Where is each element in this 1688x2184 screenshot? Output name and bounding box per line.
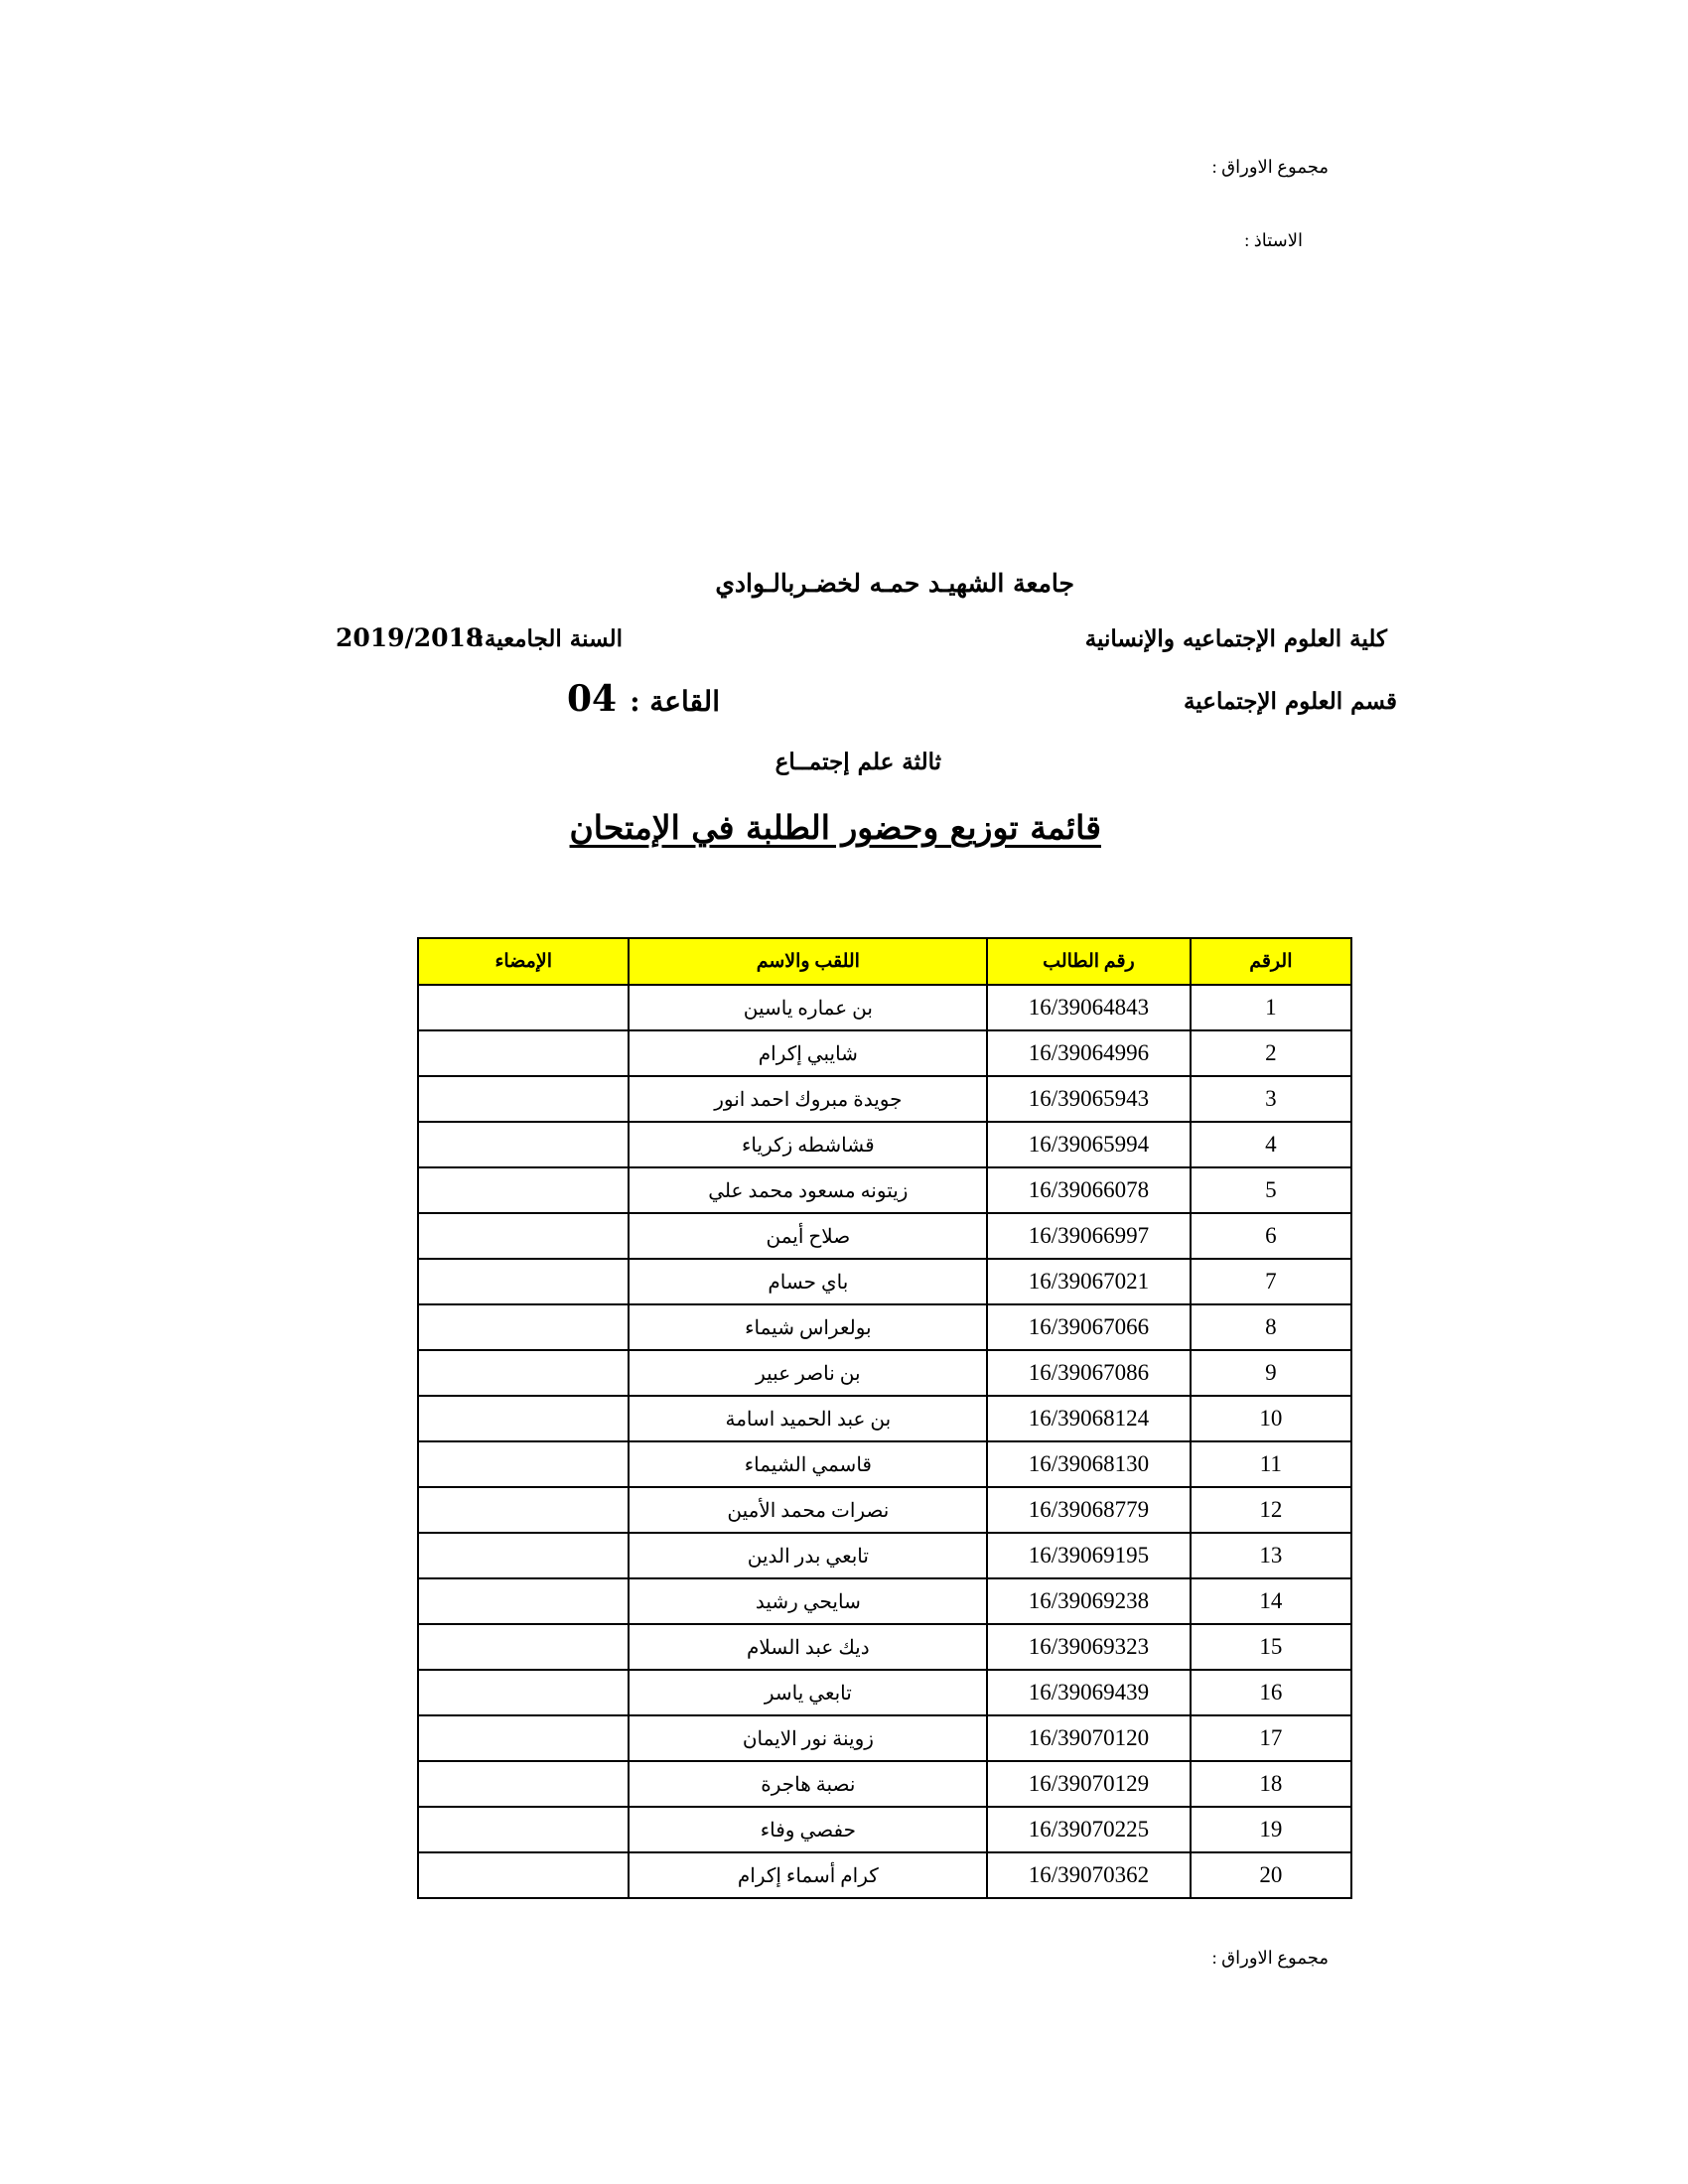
row-student-id: 16/39069238: [987, 1578, 1190, 1624]
university-name: جامعة الشهيـد حمـه لخضـربالـوادي: [715, 569, 1074, 598]
row-signature: [418, 1396, 629, 1441]
row-number: 13: [1191, 1533, 1351, 1578]
row-name: نصبة هاجرة: [629, 1761, 987, 1807]
row-student-id: 16/39065994: [987, 1122, 1190, 1167]
row-student-id: 16/39069439: [987, 1670, 1190, 1715]
row-number: 5: [1191, 1167, 1351, 1213]
row-name: جويدة مبروك احمد انور: [629, 1076, 987, 1122]
table-row: [418, 1167, 1351, 1213]
table-row: [418, 1030, 1351, 1076]
table-row: [418, 1852, 1351, 1898]
row-student-id: 16/39069195: [987, 1533, 1190, 1578]
row-number: 15: [1191, 1624, 1351, 1670]
row-name: حفصي وفاء: [629, 1807, 987, 1852]
row-signature: [418, 1533, 629, 1578]
row-signature: [418, 1076, 629, 1122]
row-signature: [418, 985, 629, 1030]
row-name: زوينة نور الايمان: [629, 1715, 987, 1761]
row-number: 4: [1191, 1122, 1351, 1167]
row-student-id: 16/39067086: [987, 1350, 1190, 1396]
table-row: [418, 1259, 1351, 1304]
row-name: سايحي رشيد: [629, 1578, 987, 1624]
row-name: نصرات محمد الأمين: [629, 1487, 987, 1533]
row-signature: [418, 1213, 629, 1259]
row-student-id: 16/39065943: [987, 1076, 1190, 1122]
table-row: [418, 1213, 1351, 1259]
row-name: تابعي ياسر: [629, 1670, 987, 1715]
row-student-id: 16/39064843: [987, 985, 1190, 1030]
header-name: اللقب والاسم: [629, 938, 987, 985]
sheet-total-bottom-label: مجموع الاوراق :: [1211, 1948, 1329, 1968]
row-signature: [418, 1167, 629, 1213]
table-body: [418, 985, 1351, 1898]
row-signature: [418, 1350, 629, 1396]
row-number: 2: [1191, 1030, 1351, 1076]
header-number: الرقم: [1191, 938, 1351, 985]
row-name: بن عبد الحميد اسامة: [629, 1396, 987, 1441]
row-name: صلاح أيمن: [629, 1213, 987, 1259]
row-name: قشاشطه زكرياء: [629, 1122, 987, 1167]
row-student-id: 16/39066997: [987, 1213, 1190, 1259]
academic-year-value: 2019/2018: [336, 623, 484, 652]
row-student-id: 16/39068124: [987, 1396, 1190, 1441]
row-student-id: 16/39064996: [987, 1030, 1190, 1076]
table-row: [418, 1487, 1351, 1533]
row-name: بن ناصر عبير: [629, 1350, 987, 1396]
row-student-id: 16/39070129: [987, 1761, 1190, 1807]
row-number: 20: [1191, 1852, 1351, 1898]
faculty-name: كلية العلوم الإجتماعيه والإنسانية: [1084, 625, 1387, 652]
row-number: 14: [1191, 1578, 1351, 1624]
table-row: [418, 1441, 1351, 1487]
row-signature: [418, 1487, 629, 1533]
header-signature: الإمضاء: [418, 938, 629, 985]
sheet-total-top-label: مجموع الاوراق :: [1211, 157, 1329, 177]
row-student-id: 16/39070120: [987, 1715, 1190, 1761]
row-number: 8: [1191, 1304, 1351, 1350]
row-name: شايبي إكرام: [629, 1030, 987, 1076]
table-row: [418, 1761, 1351, 1807]
row-signature: [418, 1670, 629, 1715]
level-label: ثالثة علم إجتمــاع: [774, 749, 941, 775]
table-row: [418, 1533, 1351, 1578]
table-row: [418, 1076, 1351, 1122]
row-signature: [418, 1807, 629, 1852]
row-number: 10: [1191, 1396, 1351, 1441]
row-number: 17: [1191, 1715, 1351, 1761]
row-signature: [418, 1304, 629, 1350]
document-title: قائمة توزيع وحضور الطلبة في الإمتحان: [569, 808, 1101, 847]
row-signature: [418, 1761, 629, 1807]
row-student-id: 16/39068130: [987, 1441, 1190, 1487]
table-row: [418, 1715, 1351, 1761]
row-number: 16: [1191, 1670, 1351, 1715]
row-name: تابعي بدر الدين: [629, 1533, 987, 1578]
row-signature: [418, 1715, 629, 1761]
row-student-id: 16/39068779: [987, 1487, 1190, 1533]
row-name: بن عماره ياسين: [629, 985, 987, 1030]
row-name: باي حسام: [629, 1259, 987, 1304]
academic-year-label: السنة الجامعية:: [476, 625, 623, 652]
table-header-row: [418, 938, 1351, 985]
row-number: 19: [1191, 1807, 1351, 1852]
row-signature: [418, 1578, 629, 1624]
row-signature: [418, 1122, 629, 1167]
row-student-id: 16/39066078: [987, 1167, 1190, 1213]
row-name: كرام أسماء إكرام: [629, 1852, 987, 1898]
row-student-id: 16/39067066: [987, 1304, 1190, 1350]
hall-number: 04: [567, 678, 618, 720]
row-name: ديك عبد السلام: [629, 1624, 987, 1670]
row-number: 18: [1191, 1761, 1351, 1807]
row-number: 6: [1191, 1213, 1351, 1259]
row-name: بولعراس شيماء: [629, 1304, 987, 1350]
row-number: 11: [1191, 1441, 1351, 1487]
row-number: 1: [1191, 985, 1351, 1030]
table-row: [418, 1807, 1351, 1852]
table-row: [418, 1122, 1351, 1167]
table-row: [418, 1670, 1351, 1715]
table-row: [418, 1624, 1351, 1670]
row-signature: [418, 1852, 629, 1898]
row-number: 12: [1191, 1487, 1351, 1533]
professor-label: الاستاذ :: [1244, 230, 1303, 250]
hall-label: القاعة :: [630, 685, 720, 718]
row-student-id: 16/39069323: [987, 1624, 1190, 1670]
header-student-id: رقم الطالب: [987, 938, 1190, 985]
attendance-table: [417, 937, 1352, 1899]
row-number: 7: [1191, 1259, 1351, 1304]
row-name: قاسمي الشيماء: [629, 1441, 987, 1487]
table-row: [418, 1396, 1351, 1441]
row-number: 9: [1191, 1350, 1351, 1396]
row-signature: [418, 1030, 629, 1076]
row-signature: [418, 1624, 629, 1670]
row-signature: [418, 1441, 629, 1487]
row-signature: [418, 1259, 629, 1304]
department-name: قسم العلوم الإجتماعية: [1183, 688, 1397, 715]
row-student-id: 16/39070225: [987, 1807, 1190, 1852]
table-row: [418, 1578, 1351, 1624]
table-row: [418, 1304, 1351, 1350]
table-row: [418, 985, 1351, 1030]
row-student-id: 16/39067021: [987, 1259, 1190, 1304]
row-student-id: 16/39070362: [987, 1852, 1190, 1898]
row-name: زيتونه مسعود محمد علي: [629, 1167, 987, 1213]
row-number: 3: [1191, 1076, 1351, 1122]
table-row: [418, 1350, 1351, 1396]
